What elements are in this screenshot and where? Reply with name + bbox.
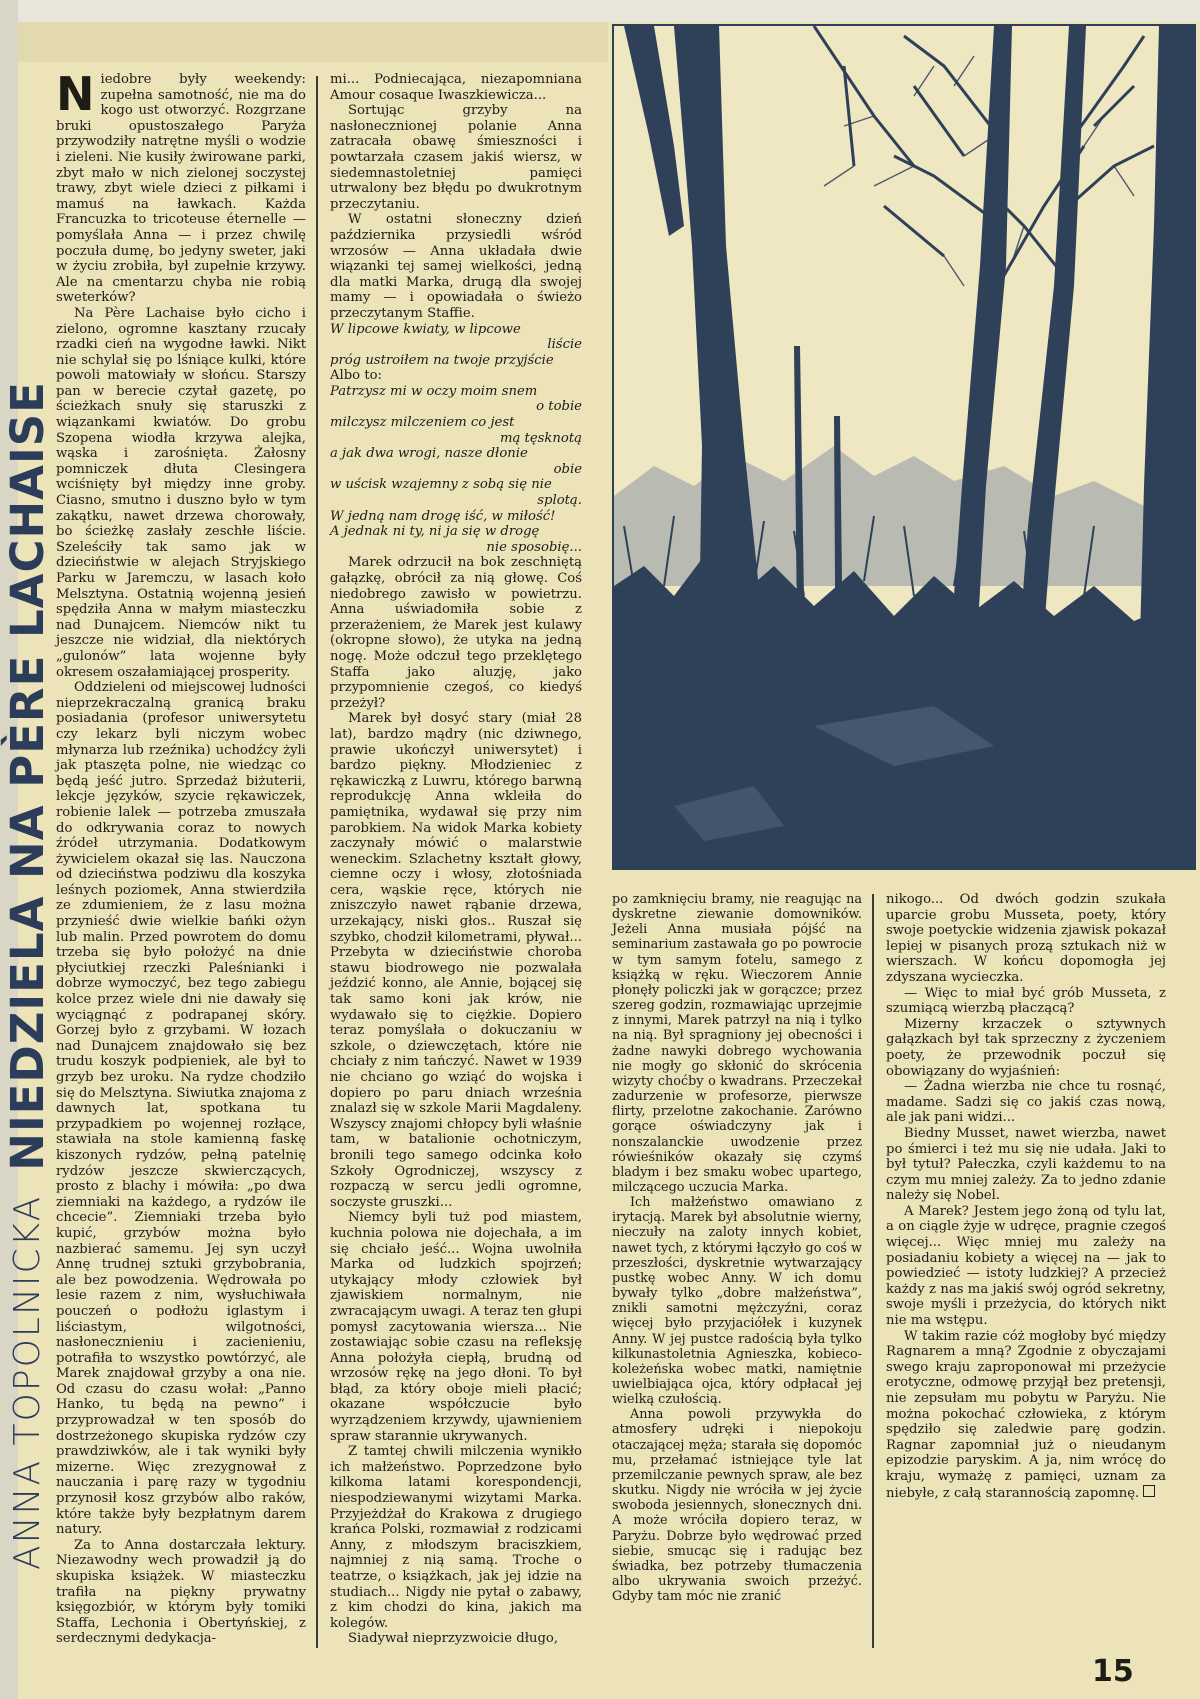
vertical-title: [0, 140, 54, 1570]
paragraph: Za to Anna dostarczała lektury. Niezawodny wech prowadził ją do skupiska książek. W miasteczku trafiła na piękny prywatny księgozbiór, w którym były tomiki Staffa, Lechonia i Obertyńskiej, z serdecznymi dedykacja-: [56, 1537, 306, 1647]
paragraph: A Marek? Jestem jego żoną od tylu lat, a on ciągle żyje w udręce, pragnie czegoś więcej... Więc mniej mu zależy na posiadaniu kobiety a więcej na — jak to powiedzieć — istoty ludzkiej? A przecież każdy z nas ma jakiś swój ogród sekretny, swoje myśli i przeżycia, do których nikt nie ma wstępu.: [886, 1203, 1166, 1329]
text-column-3: [612, 892, 862, 1604]
poem-line: A jednak ni ty, ni ja się w drogę nie sposobię...: [330, 524, 582, 555]
column-rule: [872, 894, 874, 1648]
paragraph: Marek odrzucił na bok zeschniętą gałązkę, obrócił za nią głowę. Coś niedobrego zawisło w powietrzu. Anna uświadomiła sobie z przerażeniem, że Marek jest kulawy (okropne słowo), że utyka na jedną nogę. Może odczuł tego przeklętego Staffa jako aluzję, jako przypomnienie czegoś, co kiedyś przeżył?: [330, 555, 582, 711]
drop-cap: N: [56, 67, 95, 121]
paragraph: — Więc to miał być grób Musseta, z szumiącą wierzbą płaczącą?: [886, 985, 1166, 1017]
paragraph: Niedobre były weekendy: zupełna samotność, nie ma do kogo ust otworzyć. Rozgrzane bruki opustoszałego Paryża przywodziły natrętne myśli o wodzie i zieleni. Nie kusiły żwirowane parki, zbyt mało w nich zielonej soczystej trawy, zbyt wiele dzieci z piłkami i mamuś na ławkach. Każda Francuzka to tricoteuse éternelle — pomyślała Anna — i przez chwilę poczuła dumę, bo jedyny sweter, jaki w życiu zrobiła, był zupełnie krzywy. Ale na cmentarzu chyba nie robią sweterków?: [56, 67, 306, 306]
paragraph: Biedny Musset, nawet wierzba, nawet po śmierci i też mu się nie udała. Jaki to był tytuł? Pałeczka, czyli każdemu to na czym mu mniej zależy. Za to jedno zdanie należy się Nobel.: [886, 1125, 1166, 1204]
poem-intro: Albo to:: [330, 368, 382, 384]
paragraph: nikogo... Od dwóch godzin szukała uparcie grobu Musseta, poety, który swoje poetyckie widzenia zjawisk pokazał lepiej w pisanych prozą sztukach niż w wierszach. W końcu dopomogła jej zdyszana wycieczka.: [886, 892, 1166, 985]
paragraph: W ostatni słoneczny dzień października przysiedli wśród wrzosów — Anna układała dwie wiązanki tej samej wielkości, jedną dla matki Marka, drugą dla swojej mamy — i opowiadała o świeżo przeczytanym Staffie.: [330, 212, 582, 321]
paragraph: Ich małżeństwo omawiano z irytacją. Marek był absolutnie wierny, nieczuły na zaloty innych kobiet, nawet tych, z którymi łączyło go coś w przeszłości, dyskretnie wytwarzający pustkę wobec Anny. W ich domu bywały tylko „dobre małżeństwa”, znikli samotni mężczyźni, coraz więcej było przyjaciółek i kuzynek Anny. W jej pustce radością była tylko kilkunastoletnia Agnieszka, kobieco-koleżeńska wobec matki, namiętnie uwielbiająca ojca, który odpłacał jej wielką czułością.: [612, 1195, 862, 1408]
paragraph: Niemcy byli tuż pod miastem, kuchnia polowa nie dojechała, a im się chciało jeść... Wojna uwolniła Marka od ludzkich spojrzeń; utykający młody człowiek był zjawiskiem normalnym, nie zwracającym uwagi. A teraz ten głupi pomysł zacytowania wiersza... Nie zostawiając sobie czasu na refleksję Anna położyła ciepłą, brudną od wrzosów rękę na jego dłoni. To był błąd, za który oboje mieli płacić; okazane współczucie było wyrządzeniem krzywdy, ujawnieniem spraw starannie ukrywanych.: [330, 1210, 582, 1444]
author-name: ANNA TOPOLNICKA: [6, 1194, 48, 1570]
text-column-1: [56, 67, 306, 1647]
poem-line: próg ustroiłem na twoje przyjście: [330, 352, 554, 368]
poem-line: a jak dwa wrogi, nasze dłonie obie: [330, 446, 582, 477]
paragraph: Z tamtej chwili milczenia wynikło ich małżeństwo. Poprzedzone było kilkoma latami korespondencji, niespodziewanymi wizytami Marka. Przyjeżdżał do Krakowa z drugiego krańca Polski, rozmawiał z rodzicami Anny, z młodszym braciszkiem, najmniej z nią samą. Troche o teatrze, o książkach, jak jej idzie na studiach... Nigdy nie pytał o zabawy, z kim chodzi do kina, jakich ma kolegów.: [330, 1444, 582, 1631]
forest-image: [614, 26, 1194, 868]
article-title: NIEDZIELA NA PÈRE LACHAISE: [0, 381, 54, 1171]
poem-line: milczysz milczeniem co jest mą tęsknotą: [330, 415, 582, 446]
end-mark-icon: [1143, 1485, 1155, 1497]
paragraph: Mizerny krzaczek o sztywnych gałązkach był tak sprzeczny z życzeniem poety, że przewodnik poczuł się obowiązany do wyjaśnień:: [886, 1016, 1166, 1079]
paragraph: Marek był dosyć stary (miał 28 lat), bardzo mądry (nic dziwnego, prawie ukończył uniwersytet) i bardzo piękny. Młodzieniec z rękawiczką z Luwru, którego barwną reprodukcję Anna wkleiła do pamiętnika, wydawał się przy nim parobkiem. Na widok Marka kobiety zaczynały mówić o malarstwie weneckim. Szlachetny kształt głowy, ciemne oczy i włosy, złotośniada cera, wąskie ręce, których nie zniszczyło nawet rąbanie drzewa, urzekający, niski głos.. Ruszał się szybko, chodził kilometrami, pływał... Przebyta w dzieciństwie choroba stawu biodrowego nie pozwalała jeździć konno, ale Annie, bojącej się tak samo koni jak krów, nie wydawało się to ciężkie. Dopiero teraz pomyślała o dokuczaniu w szkole, o dziewczętach, które nie chciały z nim tańczyć. Nawet w 1939 nie chciano go wziąć do wojska i dopiero po paru dniach września znalazł się w szkole Marii Magdaleny. Wszyscy znajomi chłopcy byli właśnie tam, w batalionie ochotniczym, bronili tego samego odcinka koło Szkoły Ogrodniczej, wszyscy z rozpaczą w sercu jedli ogromne, soczyste gruszki...: [330, 711, 582, 1210]
page-number: 15: [1092, 1654, 1134, 1689]
paragraph: Na Père Lachaise było cicho i zielono, ogromne kasztany rzucały rzadki cień na wygodne ławki. Nikt nie schylał się po lśniące kulki, które powoli matowiały w słońcu. Starszy pan w berecie czytał gazetę, po ścieżkach snuły się staruszki z wiązankami kwiatów. Do grobu Szopena wiodła krzywa alejka, wąska i zarośnięta. Żałosny pomniczek dłuta Clesingera wciśnięty był między inne groby. Ciasno, smutno i duszno było w tym zakątku, nawet drzewa chorowały, bo ścieżkę zasłały zeschłe liście. Szeleściły tak samo jak w dzieciństwie w alejach Stryjskiego Parku w Jaremczu, w lasach koło Melsztyna. Ostatnią wojenną jesień spędziła Anna w małym miasteczku nad Dunajcem. Niemców nikt tu jeszcze nie widział, dla niektórych „gulonów” lata wojenne były okresem oszałamiającej prosperity.: [56, 305, 306, 680]
paragraph: Sortując grzyby na nasłonecznionej polanie Anna zatracała obawę śmieszności i powtarzała czasem jakiś wiersz, w siedemnastoletniej pamięci utrwalony bez błędu po dwukrotnym przeczytaniu.: [330, 103, 582, 212]
paragraph: W takim razie cóż mogłoby być między Ragnarem a mną? Zgodnie z obyczajami swego kraju zaproponował mi przeżycie erotyczne, odmowę przyjął bez pretensji, nie zepsułam mu pobytu w Paryżu. Nie można pokochać człowieka, z którym spędziło się zaledwie parę godzin. Ragnar zapomniał już o nieudanym epizodzie paryskim. A ja, nim wrócę do kraju, wymażę z pamięci, uznam za niebyłe, z całą starannością zapomnę.: [886, 1328, 1166, 1501]
poem-line: W jedną nam drogę iść, w miłość!: [330, 508, 556, 524]
poem-line: w uścisk wzajemny z sobą się nie splotą.: [330, 477, 582, 509]
poem-line: W lipcowe kwiaty, w lipcowe liście: [330, 321, 582, 353]
text-column-4: [886, 892, 1166, 1501]
paragraph: mi... Podniecająca, niezapomniana Amour cosaque Iwaszkiewicza...: [330, 72, 582, 103]
forest-illustration: [612, 24, 1196, 870]
poem-line: Patrzysz mi w oczy moim snem o tobie: [330, 383, 582, 415]
text-column-2: [330, 72, 582, 1647]
paragraph: — Żadna wierzba nie chce tu rosnąć, madame. Sadzi się co jakiś czas nową, ale jak pani widzi...: [886, 1079, 1166, 1126]
paragraph: Anna powoli przywykła do atmosfery udręki i niepokoju otaczającej męża; starała się dopomóc mu, przełamać istniejące tyle lat przemilczanie pewnych spraw, ale bez skutku. Nigdy nie wróciła w jej życie swoboda jesiennych, słonecznych dni. A może wróciła dopiero teraz, w Paryżu. Dobrze było wędrować przed siebie, smucąc się i radując bez świadka, bez potrzeby tłumaczenia albo ukrywania swoich przeżyć. Gdyby tam móc nie zranić: [612, 1407, 862, 1605]
scan-edge-top: [0, 0, 1200, 22]
paper-strip: [18, 22, 608, 62]
paragraph: Siadywał nieprzyzwoicie długo,: [348, 1631, 559, 1647]
column-rule: [316, 76, 318, 1648]
paragraph: Oddzieleni od miejscowej ludności nieprzekraczalną granicą braku posiadania (profesor uniwersytetu czy lekarz byli niczym wobec młynarza lub rzeźnika) uchodźcy żyli jak ptaszęta polne, nie wiedząc co będą jeść jutro. Sprzedaż biżuterii, lekcje języków, szycie rękawiczek, robienie lalek — potrzeba zmuszała do odkrywania coraz to nowych źródeł utrzymania. Dodatkowym żywicielem okazał się las. Nauczona od dzieciństwa podziwu dla koszyka leśnych poziomek, Anna stwierdziła ze zdumieniem, że z lasu można przynieść dwie wielkie bańki ożyn lub malin. Przed powrotem do domu trzeba się było położyć na dnie płyciutkiej rzeczki Paleśnianki i dobrze wymoczyć, bez tego zabiegu kolce przez wiele dni nie dawały się wyciągnąć z podrapanej skóry. Gorzej było z grzybami. W łozach nad Dunajcem znajdowało się bez trudu koszyk podpieniek, ale był to grzyb bez uroku. Na rydze chodziło się do Melsztyna. Siwiutka znajoma z dawnych lat, spotkana tu przypadkiem po wojennej rozłące, stawiała na stole kamienną faskę kiszonych rydzów, pełną patelnię rydzów jeszcze skwierczących, prosto z blachy i mówiła: „po dwa ziemniaki na każdego, a rydzów ile chcecie”. Ziemniaki trzeba było kupić, grzybów można było nazbierać samemu. Jej syn uczył Annę trudnej sztuki grzybobrania, ale bez powodzenia. Wędrowała po lesie razem z nim, wysłuchiwała pouczeń o podłożu iglastym i liściastym, wilgotności, nasłonecznieniu i zacienieniu, potrafiła to wszystko powtórzyć, ale Marek znajdował grzyby a ona nie. Od czasu do czasu wołał: „Panno Hanko, tu będą na pewno” i przyprowadzał w ten sposób do dostrzeżonego skupiska rydzów czy prawdziwków, ale i tak wyniki były mizerne. Więc zrezygnował z nauczania i parę razy w tygodniu przynosił kosz grzybów albo raków, które także były bezpłatnym darem natury.: [56, 680, 306, 1538]
paragraph: po zamknięciu bramy, nie reagując na dyskretne ziewanie domowników. Jeżeli Anna musiała pójść na seminarium zastawała go po powrocie w tym samym fotelu, samego z książką w ręku. Wieczorem Annie płonęły policzki jak w gorączce; przez szereg godzin, rozmawiając uprzejmie z innymi, Marek patrzył na nią i tylko na nią. Był spragniony jej obecności i żadne nawyki dobrego wychowania nie mogły go skłonić do skrócenia wizyty choćby o kwadrans. Przeczekał zadurzenie w profesorze, pierwsze flirty, przelotne zakochanie. Zarówno gorące oświadczyny jak i nonszalanckie uwodzenie przez rówieśników okazały się czymś bladym i bez smaku wobec upartego, milczącego uczucia Marka.: [612, 892, 862, 1195]
